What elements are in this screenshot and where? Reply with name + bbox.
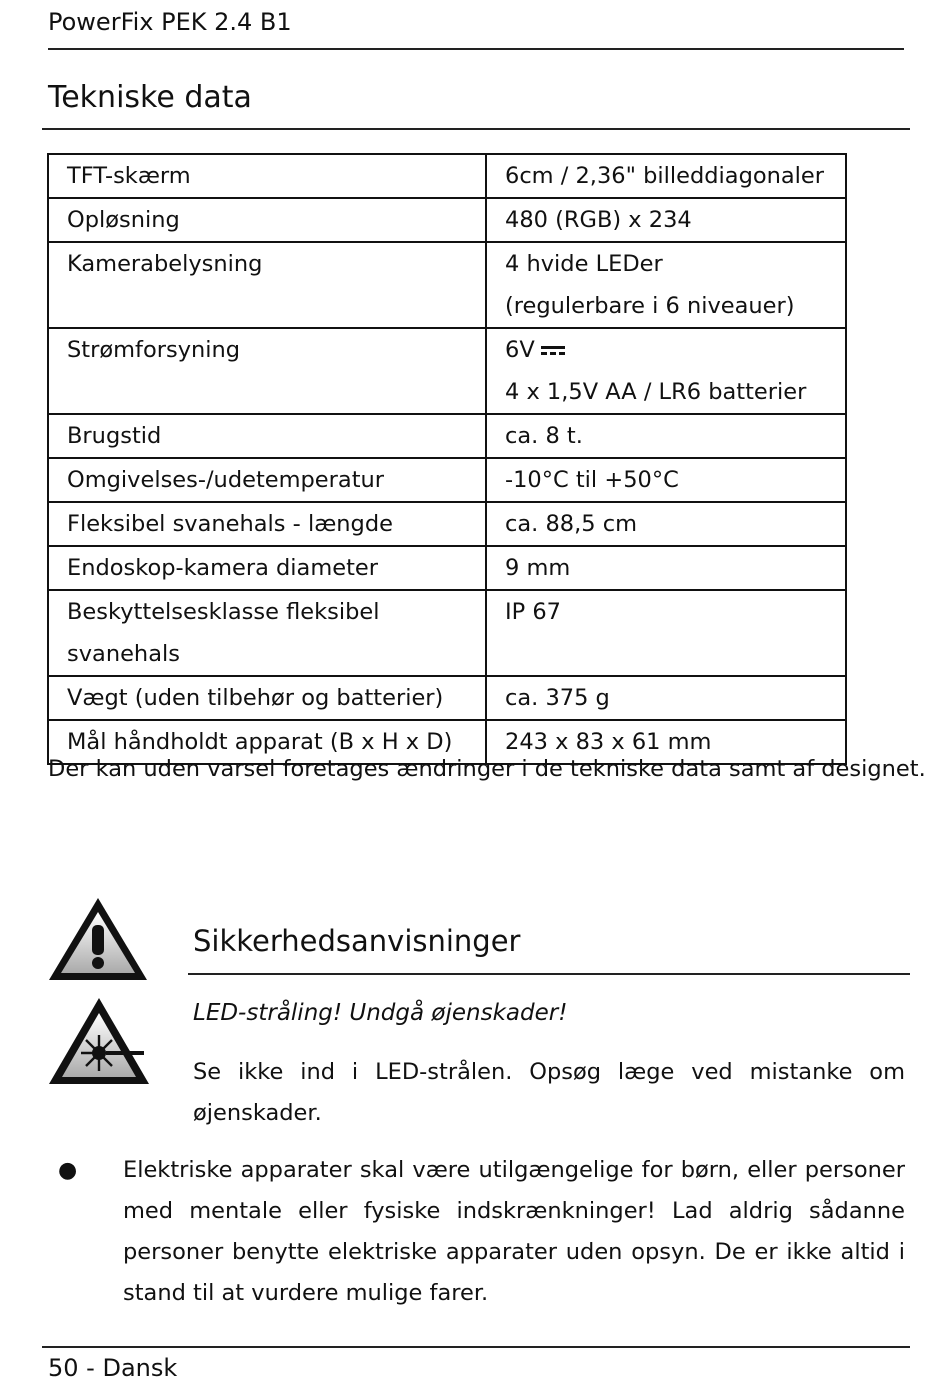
footer-rule (42, 1346, 910, 1348)
spec-value-text: ca. 8 t. (505, 423, 583, 449)
spec-value-line (505, 243, 827, 285)
spec-value-line (505, 503, 827, 545)
spec-key: Opløsning (48, 198, 486, 242)
bullet-dot: ● (58, 1158, 78, 1183)
spec-value-text: 4 hvide LEDer (505, 251, 663, 277)
spec-value (486, 414, 846, 458)
spec-key: Strømforsyning (48, 328, 486, 414)
spec-row (48, 502, 846, 546)
spec-value-text: (regulerbare i 6 niveauer) (505, 293, 795, 319)
section-title: Tekniske data (48, 80, 252, 115)
safety-title-rule (188, 973, 910, 975)
spec-value (486, 198, 846, 242)
spec-value-text: 6cm / 2,36" billeddiagonaler (505, 163, 825, 189)
spec-value (486, 590, 846, 676)
spec-value-text: 243 x 83 x 61 mm (505, 729, 712, 755)
spec-value-text: 6V (505, 337, 535, 363)
header-product: PowerFix PEK 2.4 B1 (48, 8, 292, 36)
spec-row (48, 154, 846, 198)
spec-note: Der kan uden varsel foretages ændringer i de tekniske data samt af designet. (48, 756, 926, 782)
spec-row (48, 198, 846, 242)
spec-key: Endoskop-kamera diameter (48, 546, 486, 590)
spec-value-line (505, 591, 827, 633)
led-warning-title: LED-stråling! Undgå øjenskader! (193, 1000, 568, 1026)
spec-value-text: -10°C til +50°C (505, 467, 679, 493)
spec-key: Fleksibel svanehals - længde (48, 502, 486, 546)
spec-row (48, 590, 846, 676)
section-title-rule (42, 128, 910, 130)
spec-value-line (505, 371, 827, 413)
spec-value-line (505, 459, 827, 501)
laser-radiation-icon (46, 995, 152, 1087)
spec-value-text: ca. 88,5 cm (505, 511, 638, 537)
led-warning-text: Se ikke ind i LED-strålen. Opsøg læge ved mistanke om øjenskader. (193, 1059, 905, 1126)
spec-value-line (505, 199, 827, 241)
spec-key: Brugstid (48, 414, 486, 458)
spec-value (486, 328, 846, 414)
spec-value-line (505, 155, 827, 197)
spec-key: Mål håndholdt apparat (B x H x D) (48, 720, 486, 764)
spec-row (48, 546, 846, 590)
spec-value (486, 242, 846, 328)
spec-value-line (505, 285, 827, 327)
spec-key: Beskyttelsesklasse fleksibel svanehals (48, 590, 486, 676)
spec-value-line (505, 415, 827, 457)
spec-row (48, 676, 846, 720)
dc-current-icon (541, 345, 565, 357)
safety-title: Sikkerhedsanvisninger (193, 924, 521, 958)
header-rule (48, 48, 904, 50)
spec-value-text: IP 67 (505, 599, 561, 625)
spec-value-line (505, 329, 827, 371)
footer-page: 50 - Dansk (48, 1354, 178, 1382)
bullet-text: Elektriske apparater skal være utilgængelige for børn, eller personer med mentale eller fysiske indskrænkninger! Lad aldrig sådanne personer benytte elektriske apparater uden opsyn. De er ikke altid i stand til at vurdere mulige farer. (123, 1157, 905, 1306)
spec-row (48, 458, 846, 502)
spec-value-line (505, 677, 827, 719)
spec-value-text: 4 x 1,5V AA / LR6 batterier (505, 379, 807, 405)
spec-value-line (505, 547, 827, 589)
spec-key: Vægt (uden tilbehør og batterier) (48, 676, 486, 720)
spec-row (48, 242, 846, 328)
warning-triangle-icon (46, 895, 150, 983)
spec-key: TFT-skærm (48, 154, 486, 198)
spec-value (486, 154, 846, 198)
spec-value (486, 458, 846, 502)
spec-table (47, 153, 847, 765)
spec-value (486, 676, 846, 720)
spec-row (48, 414, 846, 458)
spec-value-text: ca. 375 g (505, 685, 610, 711)
spec-value-text: 9 mm (505, 555, 571, 581)
spec-key: Omgivelses-/udetemperatur (48, 458, 486, 502)
spec-row (48, 328, 846, 414)
spec-value (486, 546, 846, 590)
spec-value (486, 502, 846, 546)
spec-key: Kamerabelysning (48, 242, 486, 328)
spec-value-text: 480 (RGB) x 234 (505, 207, 692, 233)
